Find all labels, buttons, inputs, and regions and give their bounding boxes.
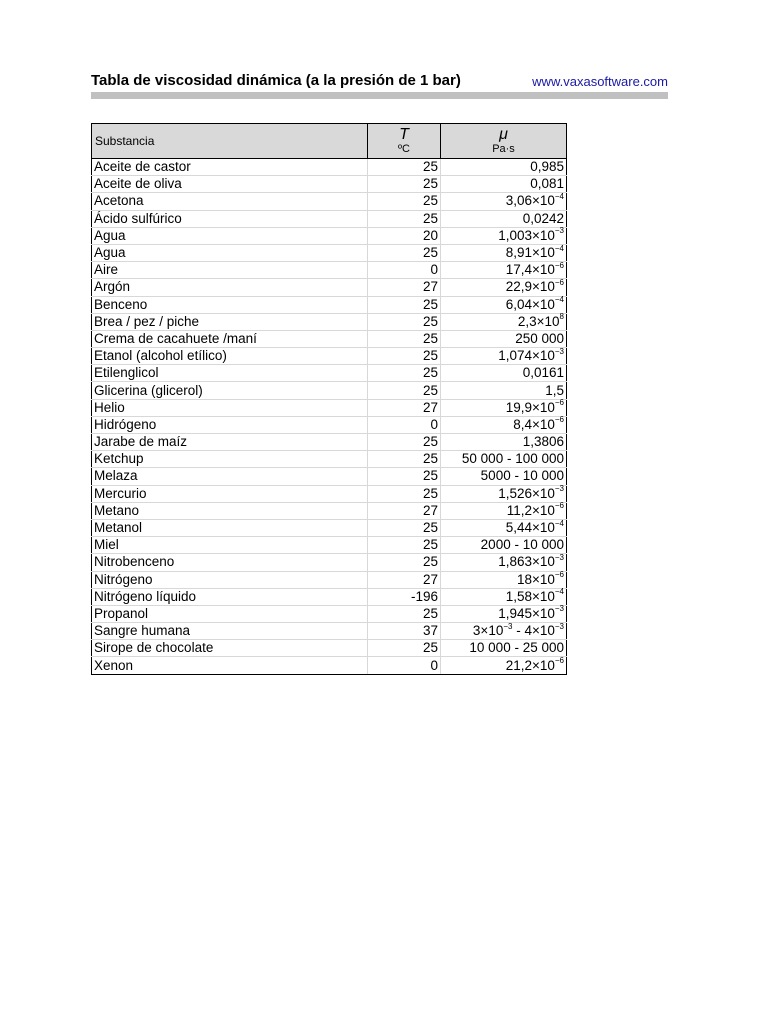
viscosity-cell (441, 640, 567, 657)
viscosity-cell (441, 227, 567, 244)
viscosity-mantissa: 0,081 (530, 176, 564, 192)
viscosity-cell (441, 485, 567, 502)
table-row (92, 571, 567, 588)
substance-cell: Glicerina (glicerol) (92, 382, 368, 399)
temperature-cell: -196 (368, 588, 441, 605)
substance-cell: Jarabe de maíz (92, 434, 368, 451)
viscosity-mantissa: 3,06×10 (505, 193, 555, 209)
substance-cell: Propanol (92, 605, 368, 622)
table-row (92, 279, 567, 296)
temperature-cell: 37 (368, 623, 441, 640)
viscosity-mantissa: 5000 - 10 000 (480, 468, 564, 484)
viscosity-mantissa: 17,4×10 (505, 262, 555, 278)
substance-cell: Nitrógeno líquido (92, 588, 368, 605)
temperature-cell: 25 (368, 434, 441, 451)
substance-cell: Sangre humana (92, 623, 368, 640)
viscosity-mantissa: 10 000 - 25 000 (469, 640, 564, 656)
viscosity-mantissa: 1,074×10 (498, 348, 555, 364)
viscosity-cell (441, 330, 567, 347)
temperature-cell: 25 (368, 451, 441, 468)
viscosity-cell (441, 365, 567, 382)
viscosity-cell (441, 519, 567, 536)
table-row (92, 657, 567, 674)
substance-cell: Aceite de castor (92, 159, 368, 176)
viscosity-mantissa: 1,58×10 (505, 588, 555, 604)
viscosity-mantissa: 50 000 - 100 000 (461, 451, 564, 467)
table-row (92, 554, 567, 571)
table-row (92, 416, 567, 433)
viscosity-table-container (91, 123, 567, 675)
viscosity-exponent: −6 (554, 656, 564, 666)
substance-cell: Nitrobenceno (92, 554, 368, 571)
substance-cell: Xenon (92, 657, 368, 674)
viscosity-cell (441, 554, 567, 571)
table-row (92, 605, 567, 622)
viscosity-mantissa: 22,9×10 (505, 279, 555, 295)
viscosity-unit: Pa·s (492, 142, 515, 155)
viscosity-cell (441, 244, 567, 261)
header-divider (91, 92, 668, 99)
table-row (92, 365, 567, 382)
viscosity-cell (441, 657, 567, 674)
viscosity-exponent: −4 (554, 518, 564, 528)
substance-cell: Mercurio (92, 485, 368, 502)
table-row (92, 468, 567, 485)
viscosity-cell (441, 416, 567, 433)
temperature-cell: 25 (368, 313, 441, 330)
substance-cell: Crema de cacahuete /maní (92, 330, 368, 347)
table-row (92, 330, 567, 347)
viscosity-mantissa: 6,04×10 (505, 296, 555, 312)
temperature-cell: 25 (368, 365, 441, 382)
viscosity-symbol: μ (499, 125, 508, 143)
viscosity-cell (441, 571, 567, 588)
table-row (92, 434, 567, 451)
viscosity-mantissa: 2,3×10 (517, 313, 560, 329)
substance-cell: Acetona (92, 193, 368, 210)
viscosity-cell (441, 434, 567, 451)
viscosity-mantissa: 5,44×10 (505, 520, 555, 536)
viscosity-exponent: −6 (554, 570, 564, 580)
viscosity-mantissa: 2000 - 10 000 (480, 537, 564, 553)
viscosity-cell (441, 468, 567, 485)
viscosity-exponent: −3 (554, 346, 564, 356)
viscosity-mantissa: 21,2×10 (505, 657, 555, 673)
viscosity-exponent-upper: −3 (554, 621, 564, 631)
viscosity-exponent: −3 (503, 621, 513, 631)
viscosity-cell (441, 605, 567, 622)
temperature-cell: 25 (368, 176, 441, 193)
viscosity-exponent: −4 (554, 295, 564, 305)
viscosity-cell (441, 537, 567, 554)
table-row (92, 227, 567, 244)
table-row (92, 623, 567, 640)
viscosity-cell (441, 399, 567, 416)
table-row (92, 451, 567, 468)
temperature-column-header (368, 124, 441, 159)
viscosity-mantissa: 11,2×10 (506, 502, 555, 518)
substance-column-header (92, 124, 368, 159)
substance-header-label: Substancia (95, 134, 155, 148)
substance-cell: Aire (92, 262, 368, 279)
substance-cell: Nitrógeno (92, 571, 368, 588)
table-row (92, 176, 567, 193)
viscosity-column-header (441, 124, 567, 159)
temperature-cell: 25 (368, 468, 441, 485)
temperature-cell: 27 (368, 571, 441, 588)
temperature-cell: 25 (368, 537, 441, 554)
viscosity-mantissa: 0,0242 (522, 210, 564, 226)
viscosity-cell (441, 159, 567, 176)
viscosity-mantissa: 8,4×10 (513, 416, 555, 432)
table-row (92, 382, 567, 399)
temperature-cell: 25 (368, 330, 441, 347)
viscosity-exponent: −6 (554, 260, 564, 270)
viscosity-mantissa: 1,003×10 (498, 227, 555, 243)
table-row (92, 537, 567, 554)
viscosity-mantissa: 1,3806 (522, 434, 564, 450)
viscosity-mantissa: 1,526×10 (498, 485, 555, 501)
substance-cell: Helio (92, 399, 368, 416)
temperature-cell: 0 (368, 416, 441, 433)
temperature-cell: 25 (368, 382, 441, 399)
substance-cell: Aceite de oliva (92, 176, 368, 193)
viscosity-cell (441, 382, 567, 399)
viscosity-exponent: −3 (554, 552, 564, 562)
table-row (92, 159, 567, 176)
viscosity-exponent: 8 (559, 312, 564, 322)
table-row (92, 519, 567, 536)
substance-cell: Brea / pez / piche (92, 313, 368, 330)
table-row (92, 588, 567, 605)
viscosity-mantissa: 1,863×10 (498, 554, 555, 570)
substance-cell: Etilenglicol (92, 365, 368, 382)
viscosity-table (91, 123, 567, 675)
table-body (92, 159, 567, 675)
substance-cell: Agua (92, 244, 368, 261)
viscosity-mantissa: 1,5 (545, 382, 564, 398)
viscosity-cell (441, 176, 567, 193)
website-link[interactable]: www.vaxasoftware.com (532, 74, 668, 89)
table-row (92, 193, 567, 210)
page-title: Tabla de viscosidad dinámica (a la presión de 1 bar) (91, 72, 461, 89)
temperature-cell: 25 (368, 210, 441, 227)
temperature-cell: 25 (368, 244, 441, 261)
viscosity-exponent: −4 (554, 243, 564, 253)
viscosity-mantissa-upper: - 4×10 (512, 623, 555, 639)
viscosity-cell (441, 279, 567, 296)
viscosity-exponent: −6 (554, 415, 564, 425)
substance-cell: Miel (92, 537, 368, 554)
table-row (92, 485, 567, 502)
substance-cell: Metanol (92, 519, 368, 536)
temperature-cell: 25 (368, 159, 441, 176)
viscosity-cell (441, 313, 567, 330)
viscosity-mantissa: 0,985 (530, 159, 564, 175)
table-row (92, 348, 567, 365)
viscosity-mantissa: 8,91×10 (505, 245, 555, 261)
viscosity-exponent: −6 (554, 501, 564, 511)
table-row (92, 262, 567, 279)
viscosity-cell (441, 502, 567, 519)
temperature-cell: 25 (368, 640, 441, 657)
viscosity-exponent: −3 (554, 226, 564, 236)
viscosity-cell (441, 451, 567, 468)
substance-cell: Benceno (92, 296, 368, 313)
viscosity-cell (441, 296, 567, 313)
viscosity-exponent: −4 (554, 191, 564, 201)
substance-cell: Melaza (92, 468, 368, 485)
table-row (92, 313, 567, 330)
substance-cell: Agua (92, 227, 368, 244)
table-row (92, 399, 567, 416)
table-row (92, 244, 567, 261)
viscosity-mantissa: 0,0161 (522, 365, 564, 381)
viscosity-cell (441, 193, 567, 210)
temperature-cell: 25 (368, 605, 441, 622)
temperature-cell: 25 (368, 296, 441, 313)
page-header (91, 72, 668, 92)
temperature-cell: 20 (368, 227, 441, 244)
temperature-cell: 0 (368, 657, 441, 674)
substance-cell: Sirope de chocolate (92, 640, 368, 657)
viscosity-mantissa: 19,9×10 (505, 399, 555, 415)
temperature-cell: 25 (368, 554, 441, 571)
viscosity-cell (441, 623, 567, 640)
temperature-cell: 27 (368, 279, 441, 296)
viscosity-cell (441, 262, 567, 279)
temperature-cell: 27 (368, 399, 441, 416)
temperature-cell: 25 (368, 485, 441, 502)
table-header-row (92, 124, 567, 159)
temperature-cell: 27 (368, 502, 441, 519)
viscosity-exponent: −3 (554, 484, 564, 494)
temperature-cell: 25 (368, 193, 441, 210)
substance-cell: Ketchup (92, 451, 368, 468)
substance-cell: Ácido sulfúrico (92, 210, 368, 227)
viscosity-mantissa: 3×10 (472, 623, 504, 639)
viscosity-exponent: −6 (554, 277, 564, 287)
substance-cell: Hidrógeno (92, 416, 368, 433)
temperature-cell: 0 (368, 262, 441, 279)
table-row (92, 296, 567, 313)
viscosity-cell (441, 588, 567, 605)
substance-cell: Argón (92, 279, 368, 296)
viscosity-mantissa: 1,945×10 (498, 605, 555, 621)
temperature-symbol: T (399, 125, 409, 143)
temperature-cell: 25 (368, 348, 441, 365)
viscosity-cell (441, 210, 567, 227)
viscosity-cell (441, 348, 567, 365)
table-row (92, 502, 567, 519)
substance-cell: Etanol (alcohol etílico) (92, 348, 368, 365)
viscosity-exponent: −3 (554, 604, 564, 614)
viscosity-mantissa: 18×10 (516, 571, 555, 587)
substance-cell: Metano (92, 502, 368, 519)
viscosity-mantissa: 250 000 (515, 330, 564, 346)
temperature-unit: ºC (398, 142, 410, 155)
table-row (92, 640, 567, 657)
viscosity-exponent: −4 (554, 587, 564, 597)
viscosity-exponent: −6 (554, 398, 564, 408)
table-row (92, 210, 567, 227)
temperature-cell: 25 (368, 519, 441, 536)
